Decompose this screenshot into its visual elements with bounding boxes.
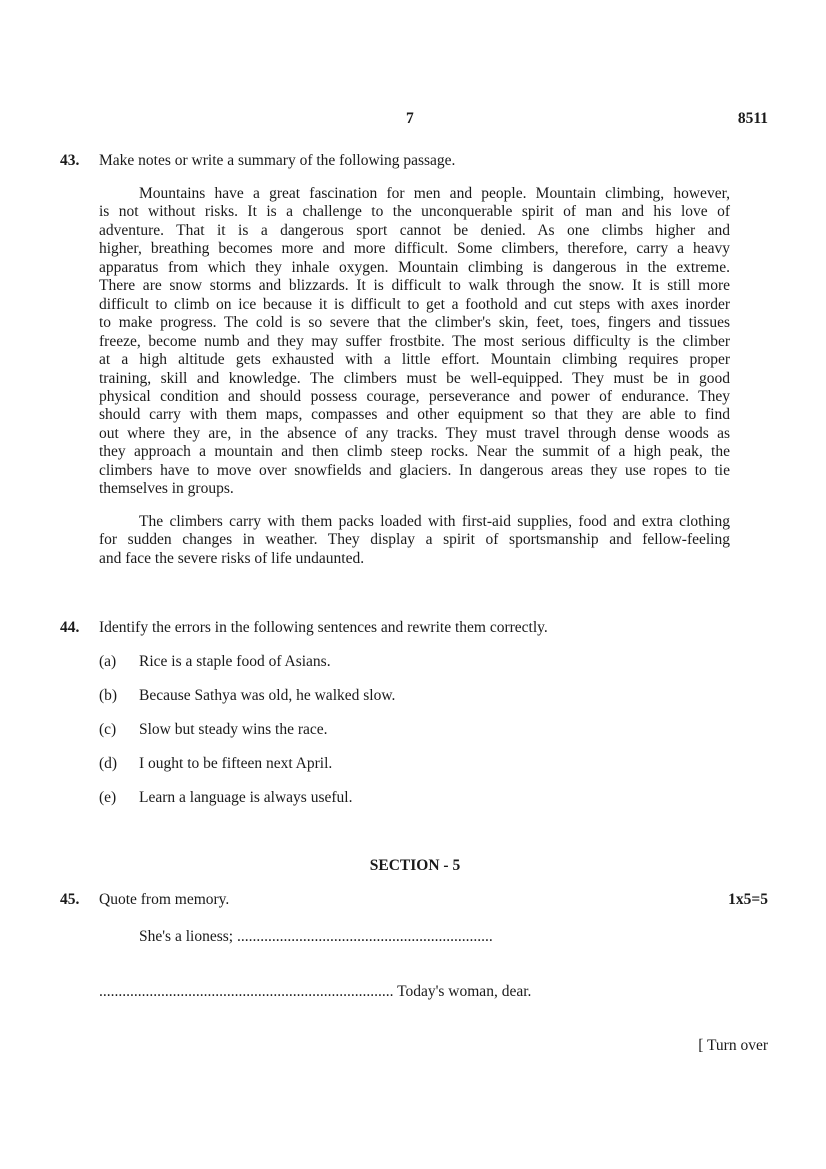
question-43-number: 43. — [60, 152, 80, 169]
passage-line: Mountains have a great fascination for men and people. Mountain climbing, however, — [139, 185, 730, 202]
passage-line: training, skill and knowledge. The climbers must be well-equipped. They must be in good — [99, 369, 730, 387]
passage-line: difficult to climb on ice because it is difficult to get a foothold and cut steps with axes inorder — [99, 295, 730, 313]
passage-line: out where they are, in the absence of any tracks. They must travel through dense woods as — [99, 424, 730, 442]
item-label: (e) — [99, 789, 117, 806]
passage-line: physical condition and should possess courage, perseverance and power of endurance. They — [99, 387, 730, 405]
item-sentence: Rice is a staple food of Asians. — [139, 653, 331, 670]
item-label: (d) — [99, 755, 118, 772]
passage-line: climbers have to move over snowfields and glaciers. In dangerous areas they use ropes to tie — [99, 461, 730, 479]
passage-line: at a high altitude gets exhausted with a little effort. Mountain climbing requires proper — [99, 351, 730, 369]
question-45-number: 45. — [60, 891, 80, 908]
item-label: (b) — [99, 687, 118, 704]
item-sentence: Slow but steady wins the race. — [139, 721, 328, 738]
passage-line: apparatus from which they inhale oxygen. Mountain climbing is dangerous in the extreme. — [99, 258, 730, 276]
passage-line: The climbers carry with them packs loaded with first-aid supplies, food and extra clothing — [139, 513, 730, 530]
passage-line: should carry with them maps, compasses and other equipment so that they are able to find — [99, 406, 730, 424]
passage-line: and face the severe risks of life undaunted. — [99, 549, 365, 567]
passage-line: There are snow storms and blizzards. It is difficult to walk through the snow. It is still more — [99, 277, 730, 295]
question-44-prompt: Identify the errors in the following sentences and rewrite them correctly. — [99, 619, 548, 636]
question-45-prompt: Quote from memory. — [99, 891, 230, 908]
passage-line: for sudden changes in weather. They display a spirit of sportsmanship and fellow-feeling — [99, 531, 730, 549]
item-sentence: Because Sathya was old, he walked slow. — [139, 687, 396, 704]
question-45-marks: 1x5=5 — [728, 891, 768, 908]
item-label: (a) — [99, 653, 117, 670]
question-43-prompt: Make notes or write a summary of the following passage. — [99, 152, 456, 169]
passage-line: to make progress. The cold is so severe that the climber's skin, feet, toes, fingers and tissues — [99, 314, 730, 332]
passage-line: higher, breathing becomes more and more difficult. Some climbers, therefore, carry a heavy — [99, 240, 730, 258]
passage-line: adventure. That it is a dangerous sport cannot be denied. As one climbs higher and — [99, 221, 730, 239]
passage-line: they approach a mountain and then climb steep rocks. Near the summit of a high peak, the — [99, 443, 730, 461]
question-44-number: 44. — [60, 619, 80, 636]
passage-line: themselves in groups. — [99, 480, 234, 498]
passage-line: is not without risks. It is a challenge to the unconquerable spirit of man and his love of — [99, 203, 730, 221]
paper-code: 8511 — [737, 110, 768, 127]
passage-line: freeze, become numb and they may suffer frostbite. The most serious difficulty is the climber — [99, 332, 730, 350]
item-sentence: Learn a language is always useful. — [139, 789, 353, 806]
quote-line-2: ............................................................................ Today's woman, dear. — [99, 983, 532, 1000]
page-number: 7 — [406, 110, 414, 127]
turn-over-note: [ Turn over — [698, 1037, 768, 1054]
item-sentence: I ought to be fifteen next April. — [139, 755, 333, 772]
section-title: SECTION - 5 — [369, 857, 461, 874]
item-label: (c) — [99, 721, 117, 738]
quote-line-1: She's a lioness; .................................................................. — [139, 928, 493, 945]
